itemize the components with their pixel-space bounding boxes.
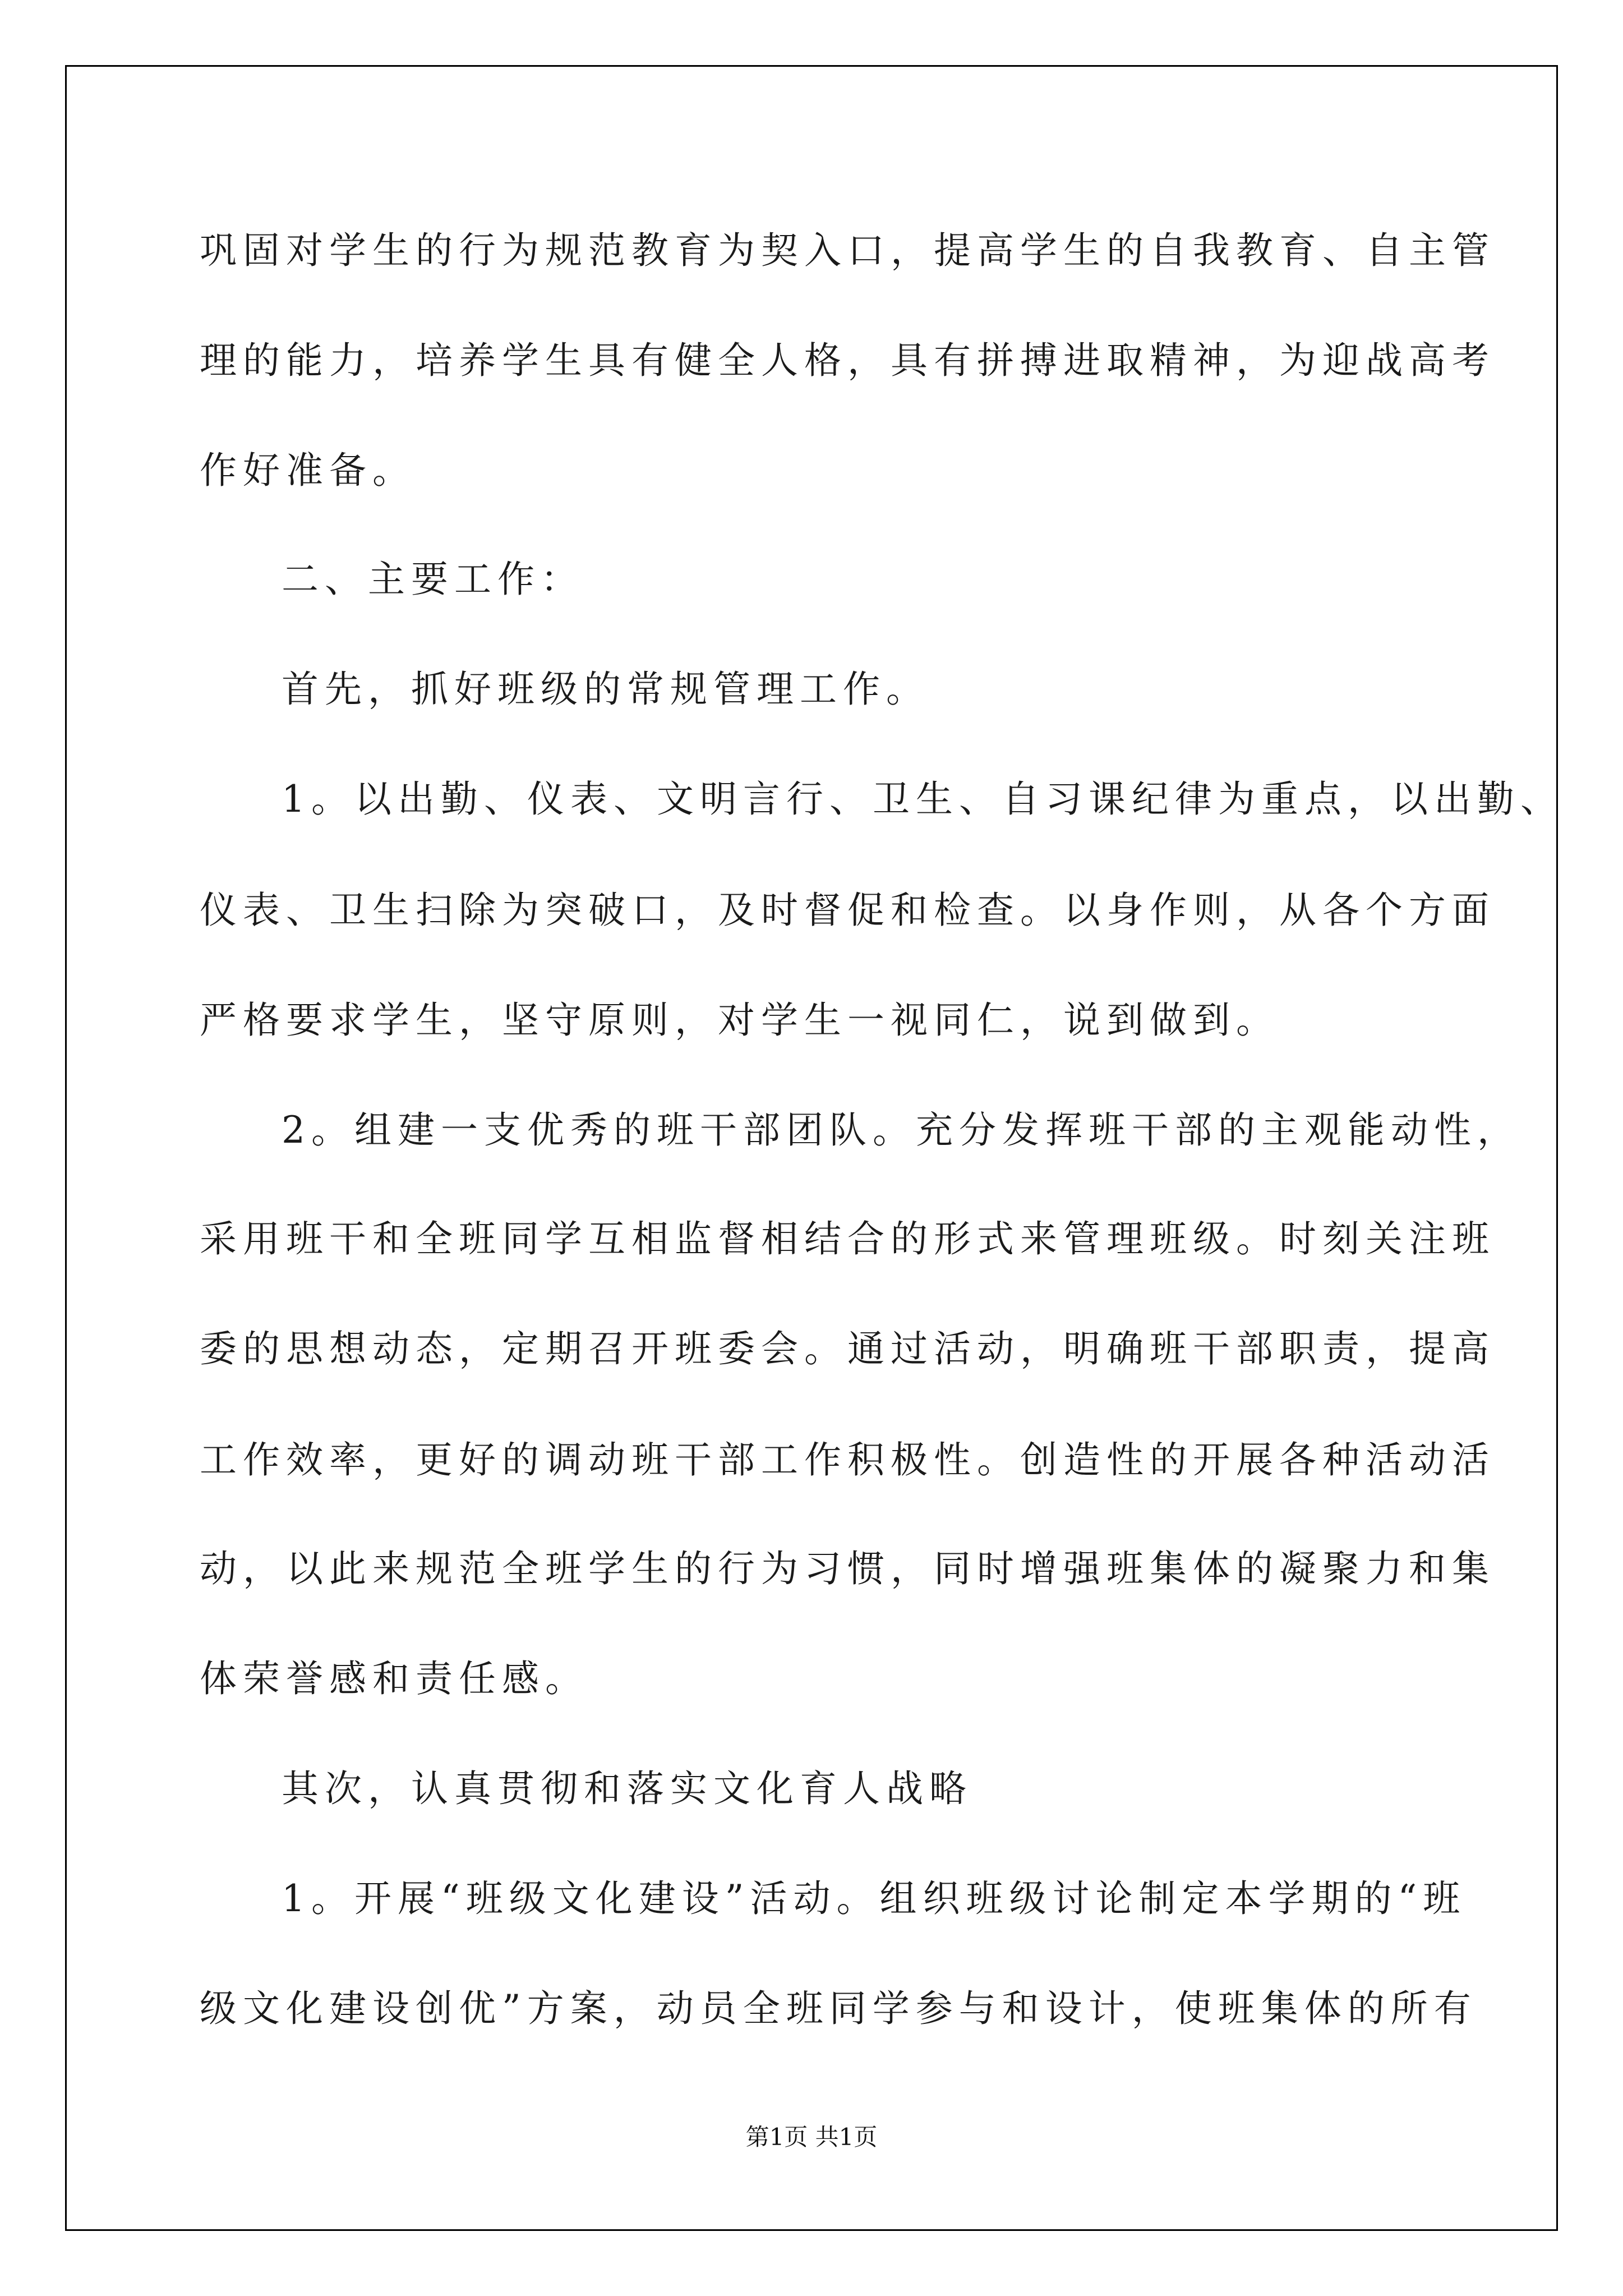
text-line: 采用班干和全班同学互相监督相结合的形式来管理班级。时刻关注班 — [200, 1217, 1495, 1260]
text-line: 严格要求学生，坚守原则，对学生一视同仁，说到做到。 — [200, 999, 1279, 1042]
page-footer: 第1页 共1页 — [745, 2123, 878, 2151]
text-line: 理的能力，培养学生具有健全人格，具有拼搏进取精神，为迎战高考 — [200, 339, 1495, 382]
text-line: 作好准备。 — [200, 449, 416, 492]
text-line: 委的思想动态，定期召开班委会。通过活动，明确班干部职责，提高 — [200, 1327, 1495, 1370]
text-line: 巩固对学生的行为规范教育为契入口，提高学生的自我教育、自主管 — [200, 229, 1495, 272]
section-heading: 二、主要工作： — [282, 558, 584, 601]
text-line: 其次，认真贯彻和落实文化育人战略 — [282, 1767, 972, 1810]
text-line: 1。开展“班级文化建设”活动。组织班级讨论制定本学期的“班 — [282, 1877, 1467, 1920]
text-line: 动，以此来规范全班学生的行为习惯，同时增强班集体的凝聚力和集 — [200, 1547, 1495, 1590]
text-line: 工作效率，更好的调动班干部工作积极性。创造性的开展各种活动活 — [200, 1438, 1495, 1481]
text-line: 体荣誉感和责任感。 — [200, 1657, 588, 1700]
text-line: 2。组建一支优秀的班干部团队。充分发挥班干部的主观能动性， — [282, 1108, 1520, 1152]
text-line: 级文化建设创优”方案，动员全班同学参与和设计，使班集体的所有 — [200, 1987, 1477, 2030]
text-line: 1。以出勤、仪表、文明言行、卫生、自习课纪律为重点，以出勤、 — [282, 777, 1564, 821]
text-line: 仪表、卫生扫除为突破口，及时督促和检查。以身作则，从各个方面 — [200, 889, 1495, 932]
text-line: 首先，抓好班级的常规管理工作。 — [282, 668, 929, 711]
